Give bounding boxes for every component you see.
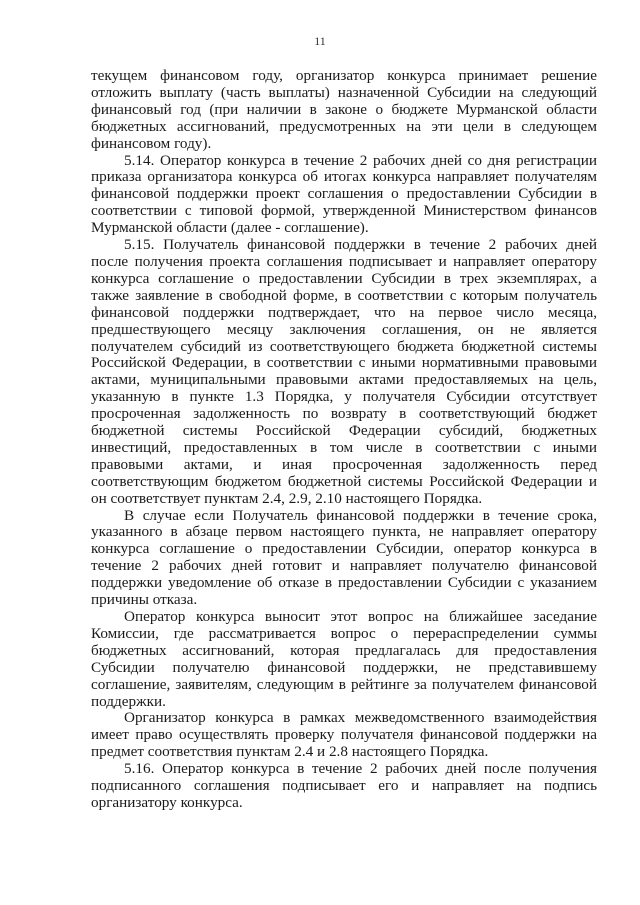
paragraph-5-15: 5.15. Получатель финансовой поддержки в течение 2 рабочих дней после получения проекта соглашения подписывает и направляет оператору конкурса соглашение о предоставлении Субсидии в трех экземплярах, а также заявление в свободной форме, в соответствии с которым получатель финансовой поддержки подтверждает, что на первое число месяца, предшествующего месяцу заключения соглашения, он не является получателем субсидий из соответствующего бюджета бюджетной системы Российской Федерации, в соответствии с иными нормативными правовыми актами, муниципальными правовыми актами предоставляемых на цель, указанную в пункте 1.3 Порядка, у получателя Субсидии отсутствует просроченная задолженность по возврату в соответствующий бюджет бюджетной системы Российской Федерации субсидий, бюджетных инвестиций, предоставленных в том числе в соответствии с иными правовыми актами, и иная просроченная задолженность перед соответствующим бюджетом бюджетной системы Российской Федерации и он соответствует пунктам 2.4, 2.9, 2.10 настоящего Порядка. bbox=[91, 236, 597, 507]
paragraph-verification: Организатор конкурса в рамках межведомственного взаимодействия имеет право осуществлять проверку получателя финансовой поддержки на предмет соответствия пунктам 2.4 и 2.8 настоящего Порядка. bbox=[91, 709, 597, 761]
page-number: 11 bbox=[314, 34, 326, 48]
paragraph-5-14: 5.14. Оператор конкурса в течение 2 рабочих дней со дня регистрации приказа организатора конкурса об итогах конкурса направляет получателям финансовой поддержки проект соглашения о предоставлении Субсидии в соответствии с типовой формой, утвержденной Министерством финансов Мурманской области (далее - соглашение). bbox=[91, 151, 597, 237]
paragraph-refusal-notice: В случае если Получатель финансовой поддержки в течение срока, указанного в абзаце первом настоящего пункта, не направляет оператору конкурса соглашение о предоставлении Субсидии, оператор конкурса в течение 2 рабочих дней готовит и направляет получателю финансовой поддержки уведомление об отказе в предоставлении Субсидии с указанием причины отказа. bbox=[91, 506, 597, 609]
paragraph-commission: Оператор конкурса выносит этот вопрос на ближайшее заседание Комиссии, где рассматривается вопрос о перераспределении суммы бюджетных ассигнований, которая предлагалась для предоставления Субсидии получателю финансовой поддержки, не представившему соглашение, заявителям, следующим в рейтинге за получателем финансовой поддержки. bbox=[91, 608, 597, 710]
paragraph-5-16: 5.16. Оператор конкурса в течение 2 рабочих дней после получения подписанного соглашения подписывает его и направляет на подпись организатору конкурса. bbox=[91, 760, 597, 811]
document-body bbox=[91, 68, 597, 812]
paragraph-continuation: текущем финансовом году, организатор конкурса принимает решение отложить выплату (часть выплаты) назначенной Субсидии на следующий финансовый год (при наличии в законе о бюджете Мурманской области бюджетных ассигнований, предусмотренных на эти цели в следующем финансовом году). bbox=[91, 67, 597, 152]
